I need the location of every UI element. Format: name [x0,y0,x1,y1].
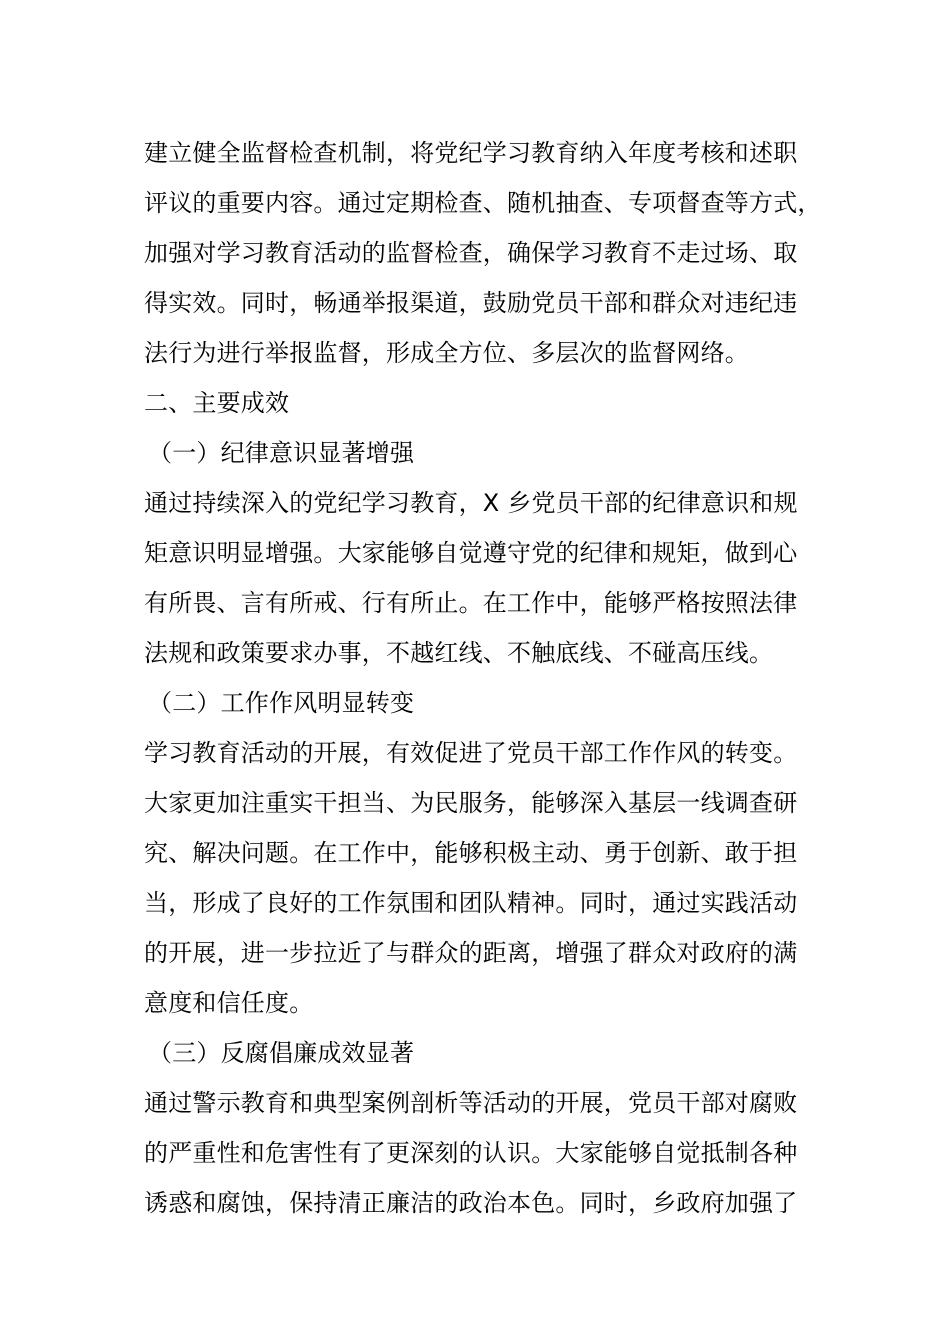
paragraph-line: 的开展，进一步拉近了与群众的距离，增强了群众对政府的满 [144,939,798,967]
paragraph-line: 法规和政策要求办事，不越红线、不触底线、不碰高压线。 [144,639,774,667]
paragraph-line: 通过警示教育和典型案例剖析等活动的开展，党员干部对腐败 [144,1089,798,1117]
paragraph-line: 通过持续深入的党纪学习教育，X 乡党员干部的纪律意识和规 [144,489,798,517]
paragraph-line: 法行为进行举报监督，形成全方位、多层次的监督网络。 [144,339,749,367]
paragraph-line: 矩意识明显增强。大家能够自觉遵守党的纪律和规矩，做到心 [144,539,798,567]
subsection-heading: （二）工作作风明显转变 [148,689,415,717]
paragraph-line: 诱惑和腐蚀，保持清正廉洁的政治本色。同时，乡政府加强了 [144,1189,798,1217]
paragraph-line: 加强对学习教育活动的监督检查，确保学习教育不走过场、取 [144,239,798,267]
paragraph-line: 有所畏、言有所戒、行有所止。在工作中，能够严格按照法律 [144,589,798,617]
paragraph-line: 究、解决问题。在工作中，能够积极主动、勇于创新、敢于担 [144,839,798,867]
paragraph-line: 得实效。同时，畅通举报渠道，鼓励党员干部和群众对违纪违 [144,289,798,317]
paragraph-line: 大家更加注重实干担当、为民服务，能够深入基层一线调查研 [144,789,798,817]
subsection-heading: （三）反腐倡廉成效显著 [148,1039,415,1067]
document-body [144,128,824,1228]
paragraph-line: 当，形成了良好的工作氛围和团队精神。同时，通过实践活动 [144,889,798,917]
section-heading: 二、主要成效 [144,389,290,417]
paragraph-line: 评议的重要内容。通过定期检查、随机抽查、专项督查等方式， [144,189,822,217]
paragraph-line: 的严重性和危害性有了更深刻的认识。大家能够自觉抵制各种 [144,1139,798,1167]
paragraph-line: 学习教育活动的开展，有效促进了党员干部工作作风的转变。 [144,739,798,767]
paragraph-line: 建立健全监督检查机制，将党纪学习教育纳入年度考核和述职 [144,139,798,167]
paragraph-line: 意度和信任度。 [144,989,314,1017]
subsection-heading: （一）纪律意识显著增强 [148,439,415,467]
